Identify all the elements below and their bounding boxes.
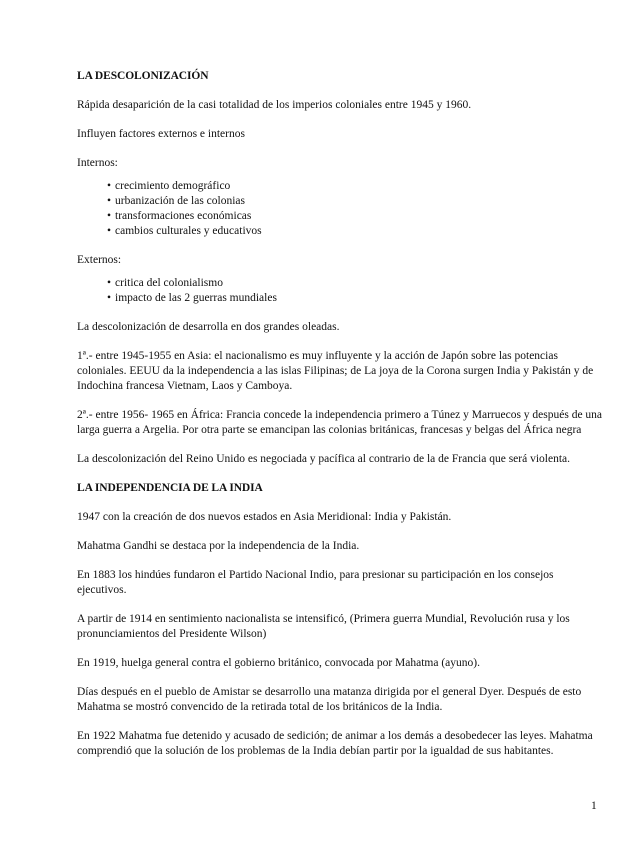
paragraph-second-wave: 2ª.- entre 1956- 1965 en África: Francia concede la independencia primero a Túnez y Marruecos y después de una larga guerra a Argelia. Por otra parte se emancipan las colonias británicas, francesas y belgas del África negra	[77, 409, 603, 436]
list-externos	[107, 276, 603, 306]
paragraph-1883: En 1883 los hindúes fundaron el Partido Nacional Indio, para presionar su participación en los consejos ejecutivos.	[77, 569, 554, 596]
list-item: • impacto de las 2 guerras mundiales	[107, 291, 603, 306]
paragraph-gandhi: Mahatma Gandhi se destaca por la independencia de la India.	[77, 540, 360, 552]
paragraph-definition: Rápida desaparición de la casi totalidad de los imperios coloniales entre 1945 y 1960.	[77, 99, 472, 111]
label-internos: Internos:	[77, 157, 118, 169]
list-item: • transformaciones económicas	[107, 209, 603, 224]
label-externos: Externos:	[77, 254, 122, 266]
list-item: • critica del colonialismo	[107, 276, 603, 291]
paragraph-first-wave: 1ª.- entre 1945-1955 en Asia: el nacionalismo es muy influyente y la acción de Japón sobre las potencias coloniales. EEUU da la independencia a las islas Filipinas; de La joya de la Corona surgen India y Pakistán y de Indochina francesa Vietnam, Laos y Camboya.	[77, 350, 594, 392]
list-item: • crecimiento demográfico	[107, 179, 603, 194]
page-number: 1	[591, 800, 597, 812]
list-internos	[107, 179, 603, 239]
document-body	[77, 69, 603, 773]
paragraph-uk-vs-france: La descolonización del Reino Unido es negociada y pacífica al contrario de la de Francia que será violenta.	[77, 453, 571, 465]
list-item: • urbanización de las colonias	[107, 194, 603, 209]
list-item: • cambios culturales y educativos	[107, 224, 603, 239]
paragraph-factors: Influyen factores externos e internos	[77, 128, 245, 140]
paragraph-amistar: Días después en el pueblo de Amistar se desarrollo una matanza dirigida por el general Dyer. Después de esto Mahatma se mostró convencido de la retirada total de los británicos de la India.	[77, 686, 582, 713]
heading-descolonizacion: LA DESCOLONIZACIÓN	[77, 70, 209, 82]
paragraph-oleadas: La descolonización de desarrolla en dos grandes oleadas.	[77, 321, 340, 333]
paragraph-1919: En 1919, huelga general contra el gobierno británico, convocada por Mahatma (ayuno).	[77, 657, 480, 669]
paragraph-1922: En 1922 Mahatma fue detenido y acusado de sedición; de animar a los demás a desobedecer las leyes. Mahatma comprendió que la solución de los problemas de la India debían partir por la igualdad de sus habitantes.	[77, 730, 593, 757]
paragraph-1947: 1947 con la creación de dos nuevos estados en Asia Meridional: India y Pakistán.	[77, 511, 452, 523]
heading-independencia-india: LA INDEPENDENCIA DE LA INDIA	[77, 482, 263, 494]
paragraph-1914: A partir de 1914 en sentimiento nacionalista se intensificó, (Primera guerra Mundial, Revolución rusa y los pronunciamientos del Presidente Wilson)	[77, 613, 570, 640]
